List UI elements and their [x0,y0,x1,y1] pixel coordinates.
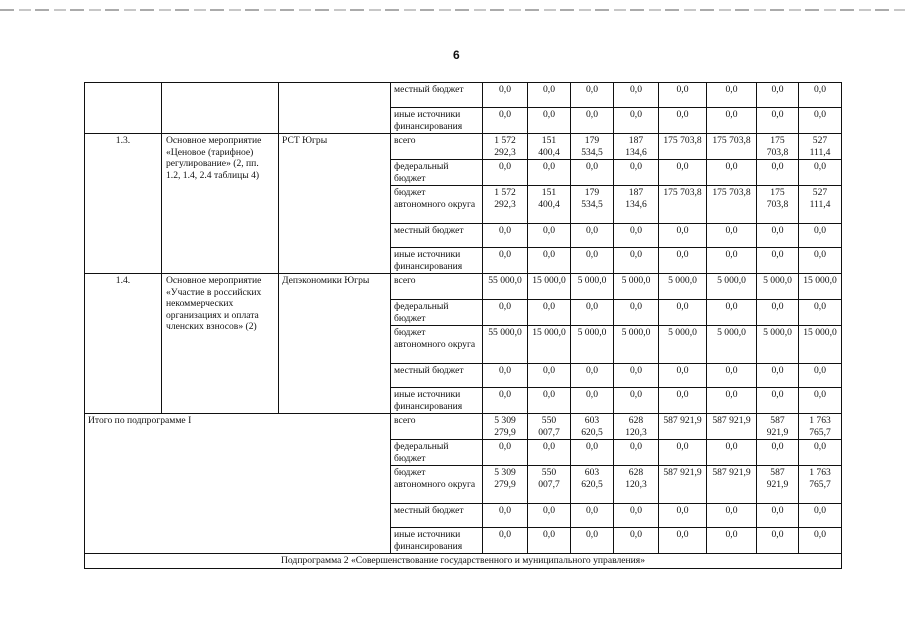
amount-cell: 15 000,0 [799,326,842,364]
amount-cell: 0,0 [614,160,659,186]
amount-cell: 0,0 [528,388,571,414]
amount-cell: 0,0 [799,248,842,274]
amount-cell: 0,0 [659,504,707,528]
amount-cell: 0,0 [707,83,757,108]
amount-cell: 0,0 [528,364,571,388]
amount-cell: 5 000,0 [757,326,799,364]
amount-cell: 1 572 292,3 [483,134,528,160]
funding-source-label: местный бюджет [391,83,483,108]
section-code: 1.3. [85,134,162,274]
amount-cell: 1 763 765,7 [799,466,842,504]
amount-cell: 0,0 [799,224,842,248]
table-row [85,414,842,440]
section-title: Основное мероприятие «Ценовое (тарифное) регулирование» (2, пп. 1.2, 1.4, 2.4 таблицы 4) [162,134,279,274]
budget-table [84,82,842,569]
amount-cell: 0,0 [614,108,659,134]
funding-source-label: иные источники финансирования [391,108,483,134]
funding-source-label: бюджет автономного округа [391,186,483,224]
amount-cell: 0,0 [659,388,707,414]
amount-cell: 0,0 [483,248,528,274]
funding-source-label: всего [391,274,483,300]
amount-cell: 0,0 [614,224,659,248]
amount-cell: 0,0 [707,160,757,186]
amount-cell: 0,0 [571,248,614,274]
amount-cell: 0,0 [483,504,528,528]
empty-code-cell [85,83,162,134]
funding-source-label: бюджет автономного округа [391,326,483,364]
amount-cell: 0,0 [483,528,528,554]
amount-cell: 0,0 [659,528,707,554]
amount-cell: 550 007,7 [528,414,571,440]
amount-cell: 0,0 [614,248,659,274]
amount-cell: 0,0 [799,300,842,326]
amount-cell: 0,0 [483,300,528,326]
funding-source-label: федеральный бюджет [391,440,483,466]
amount-cell: 587 921,9 [659,466,707,504]
amount-cell: 587 921,9 [707,414,757,440]
amount-cell: 0,0 [614,83,659,108]
amount-cell: 0,0 [614,504,659,528]
amount-cell: 175 703,8 [707,134,757,160]
amount-cell: 55 000,0 [483,274,528,300]
amount-cell: 0,0 [483,440,528,466]
amount-cell: 175 703,8 [707,186,757,224]
empty-executor-cell [279,83,391,134]
amount-cell: 5 000,0 [571,274,614,300]
amount-cell: 5 000,0 [659,274,707,300]
amount-cell: 587 921,9 [757,466,799,504]
page-number: 6 [453,48,460,62]
funding-source-label: бюджет автономного округа [391,466,483,504]
section-title: Основное мероприятие «Участие в российских некоммерческих организациях и оплата членских взносов» (2) [162,274,279,414]
amount-cell: 0,0 [571,504,614,528]
amount-cell: 0,0 [757,224,799,248]
amount-cell: 1 763 765,7 [799,414,842,440]
amount-cell: 0,0 [571,364,614,388]
section-executor: Депэкономики Югры [279,274,391,414]
amount-cell: 0,0 [659,83,707,108]
amount-cell: 0,0 [757,108,799,134]
funding-source-label: иные источники финансирования [391,248,483,274]
amount-cell: 527 111,4 [799,186,842,224]
amount-cell: 628 120,3 [614,414,659,440]
amount-cell: 5 000,0 [614,274,659,300]
amount-cell: 187 134,6 [614,186,659,224]
amount-cell: 0,0 [799,108,842,134]
amount-cell: 527 111,4 [799,134,842,160]
amount-cell: 603 620,5 [571,466,614,504]
amount-cell: 0,0 [799,388,842,414]
amount-cell: 0,0 [757,528,799,554]
amount-cell: 5 000,0 [571,326,614,364]
amount-cell: 0,0 [528,160,571,186]
amount-cell: 55 000,0 [483,326,528,364]
table-row [85,554,842,569]
funding-source-label: всего [391,414,483,440]
amount-cell: 0,0 [571,440,614,466]
amount-cell: 0,0 [799,504,842,528]
amount-cell: 0,0 [528,108,571,134]
amount-cell: 0,0 [757,300,799,326]
amount-cell: 187 134,6 [614,134,659,160]
amount-cell: 0,0 [571,160,614,186]
section-code: 1.4. [85,274,162,414]
subprogram-total-title: Итого по подпрограмме I [85,414,391,554]
amount-cell: 0,0 [799,160,842,186]
table-row [85,274,842,300]
table-row [85,134,842,160]
amount-cell: 0,0 [571,108,614,134]
amount-cell: 0,0 [707,248,757,274]
amount-cell: 0,0 [614,300,659,326]
amount-cell: 0,0 [757,83,799,108]
amount-cell: 0,0 [614,528,659,554]
amount-cell: 550 007,7 [528,466,571,504]
amount-cell: 15 000,0 [528,326,571,364]
amount-cell: 0,0 [799,440,842,466]
amount-cell: 587 921,9 [757,414,799,440]
amount-cell: 0,0 [659,248,707,274]
amount-cell: 0,0 [659,160,707,186]
amount-cell: 0,0 [659,440,707,466]
amount-cell: 587 921,9 [707,466,757,504]
amount-cell: 0,0 [799,364,842,388]
funding-source-label: местный бюджет [391,504,483,528]
amount-cell: 0,0 [757,160,799,186]
amount-cell: 0,0 [757,440,799,466]
amount-cell: 0,0 [707,440,757,466]
amount-cell: 175 703,8 [757,186,799,224]
amount-cell: 0,0 [757,504,799,528]
funding-source-label: федеральный бюджет [391,160,483,186]
amount-cell: 5 000,0 [707,274,757,300]
amount-cell: 175 703,8 [757,134,799,160]
amount-cell: 0,0 [757,248,799,274]
amount-cell: 0,0 [528,83,571,108]
amount-cell: 179 534,5 [571,134,614,160]
amount-cell: 0,0 [571,83,614,108]
amount-cell: 0,0 [659,300,707,326]
amount-cell: 1 572 292,3 [483,186,528,224]
amount-cell: 0,0 [571,388,614,414]
amount-cell: 0,0 [707,224,757,248]
section-executor: РСТ Югры [279,134,391,274]
amount-cell: 0,0 [483,364,528,388]
amount-cell: 0,0 [707,388,757,414]
amount-cell: 175 703,8 [659,186,707,224]
amount-cell: 0,0 [614,440,659,466]
funding-source-label: всего [391,134,483,160]
amount-cell: 0,0 [528,504,571,528]
amount-cell: 0,0 [528,528,571,554]
amount-cell: 0,0 [528,248,571,274]
amount-cell: 0,0 [614,388,659,414]
funding-source-label: местный бюджет [391,364,483,388]
funding-source-label: иные источники финансирования [391,528,483,554]
amount-cell: 151 400,4 [528,186,571,224]
amount-cell: 0,0 [483,160,528,186]
funding-source-label: иные источники финансирования [391,388,483,414]
amount-cell: 0,0 [707,108,757,134]
amount-cell: 0,0 [707,364,757,388]
amount-cell: 0,0 [614,364,659,388]
amount-cell: 0,0 [799,528,842,554]
amount-cell: 587 921,9 [659,414,707,440]
amount-cell: 151 400,4 [528,134,571,160]
amount-cell: 0,0 [571,300,614,326]
amount-cell: 5 000,0 [757,274,799,300]
amount-cell: 0,0 [659,364,707,388]
amount-cell: 0,0 [757,364,799,388]
scan-edge-artifact [0,9,905,11]
amount-cell: 0,0 [571,528,614,554]
amount-cell: 5 309 279,9 [483,414,528,440]
amount-cell: 0,0 [659,108,707,134]
amount-cell: 0,0 [757,388,799,414]
amount-cell: 0,0 [483,108,528,134]
amount-cell: 0,0 [799,83,842,108]
amount-cell: 15 000,0 [799,274,842,300]
amount-cell: 15 000,0 [528,274,571,300]
funding-source-label: федеральный бюджет [391,300,483,326]
amount-cell: 0,0 [528,440,571,466]
amount-cell: 179 534,5 [571,186,614,224]
amount-cell: 0,0 [707,504,757,528]
amount-cell: 0,0 [528,224,571,248]
amount-cell: 0,0 [707,300,757,326]
amount-cell: 0,0 [483,388,528,414]
amount-cell: 175 703,8 [659,134,707,160]
amount-cell: 628 120,3 [614,466,659,504]
amount-cell: 0,0 [528,300,571,326]
amount-cell: 5 309 279,9 [483,466,528,504]
subprogram-2-title: Подпрограмма 2 «Совершенствование государственного и муниципального управления» [85,554,842,569]
amount-cell: 0,0 [483,83,528,108]
amount-cell: 0,0 [483,224,528,248]
table-row [85,83,842,108]
amount-cell: 603 620,5 [571,414,614,440]
amount-cell: 0,0 [571,224,614,248]
amount-cell: 0,0 [707,528,757,554]
amount-cell: 5 000,0 [614,326,659,364]
amount-cell: 0,0 [659,224,707,248]
amount-cell: 5 000,0 [707,326,757,364]
funding-source-label: местный бюджет [391,224,483,248]
empty-title-cell [162,83,279,134]
amount-cell: 5 000,0 [659,326,707,364]
